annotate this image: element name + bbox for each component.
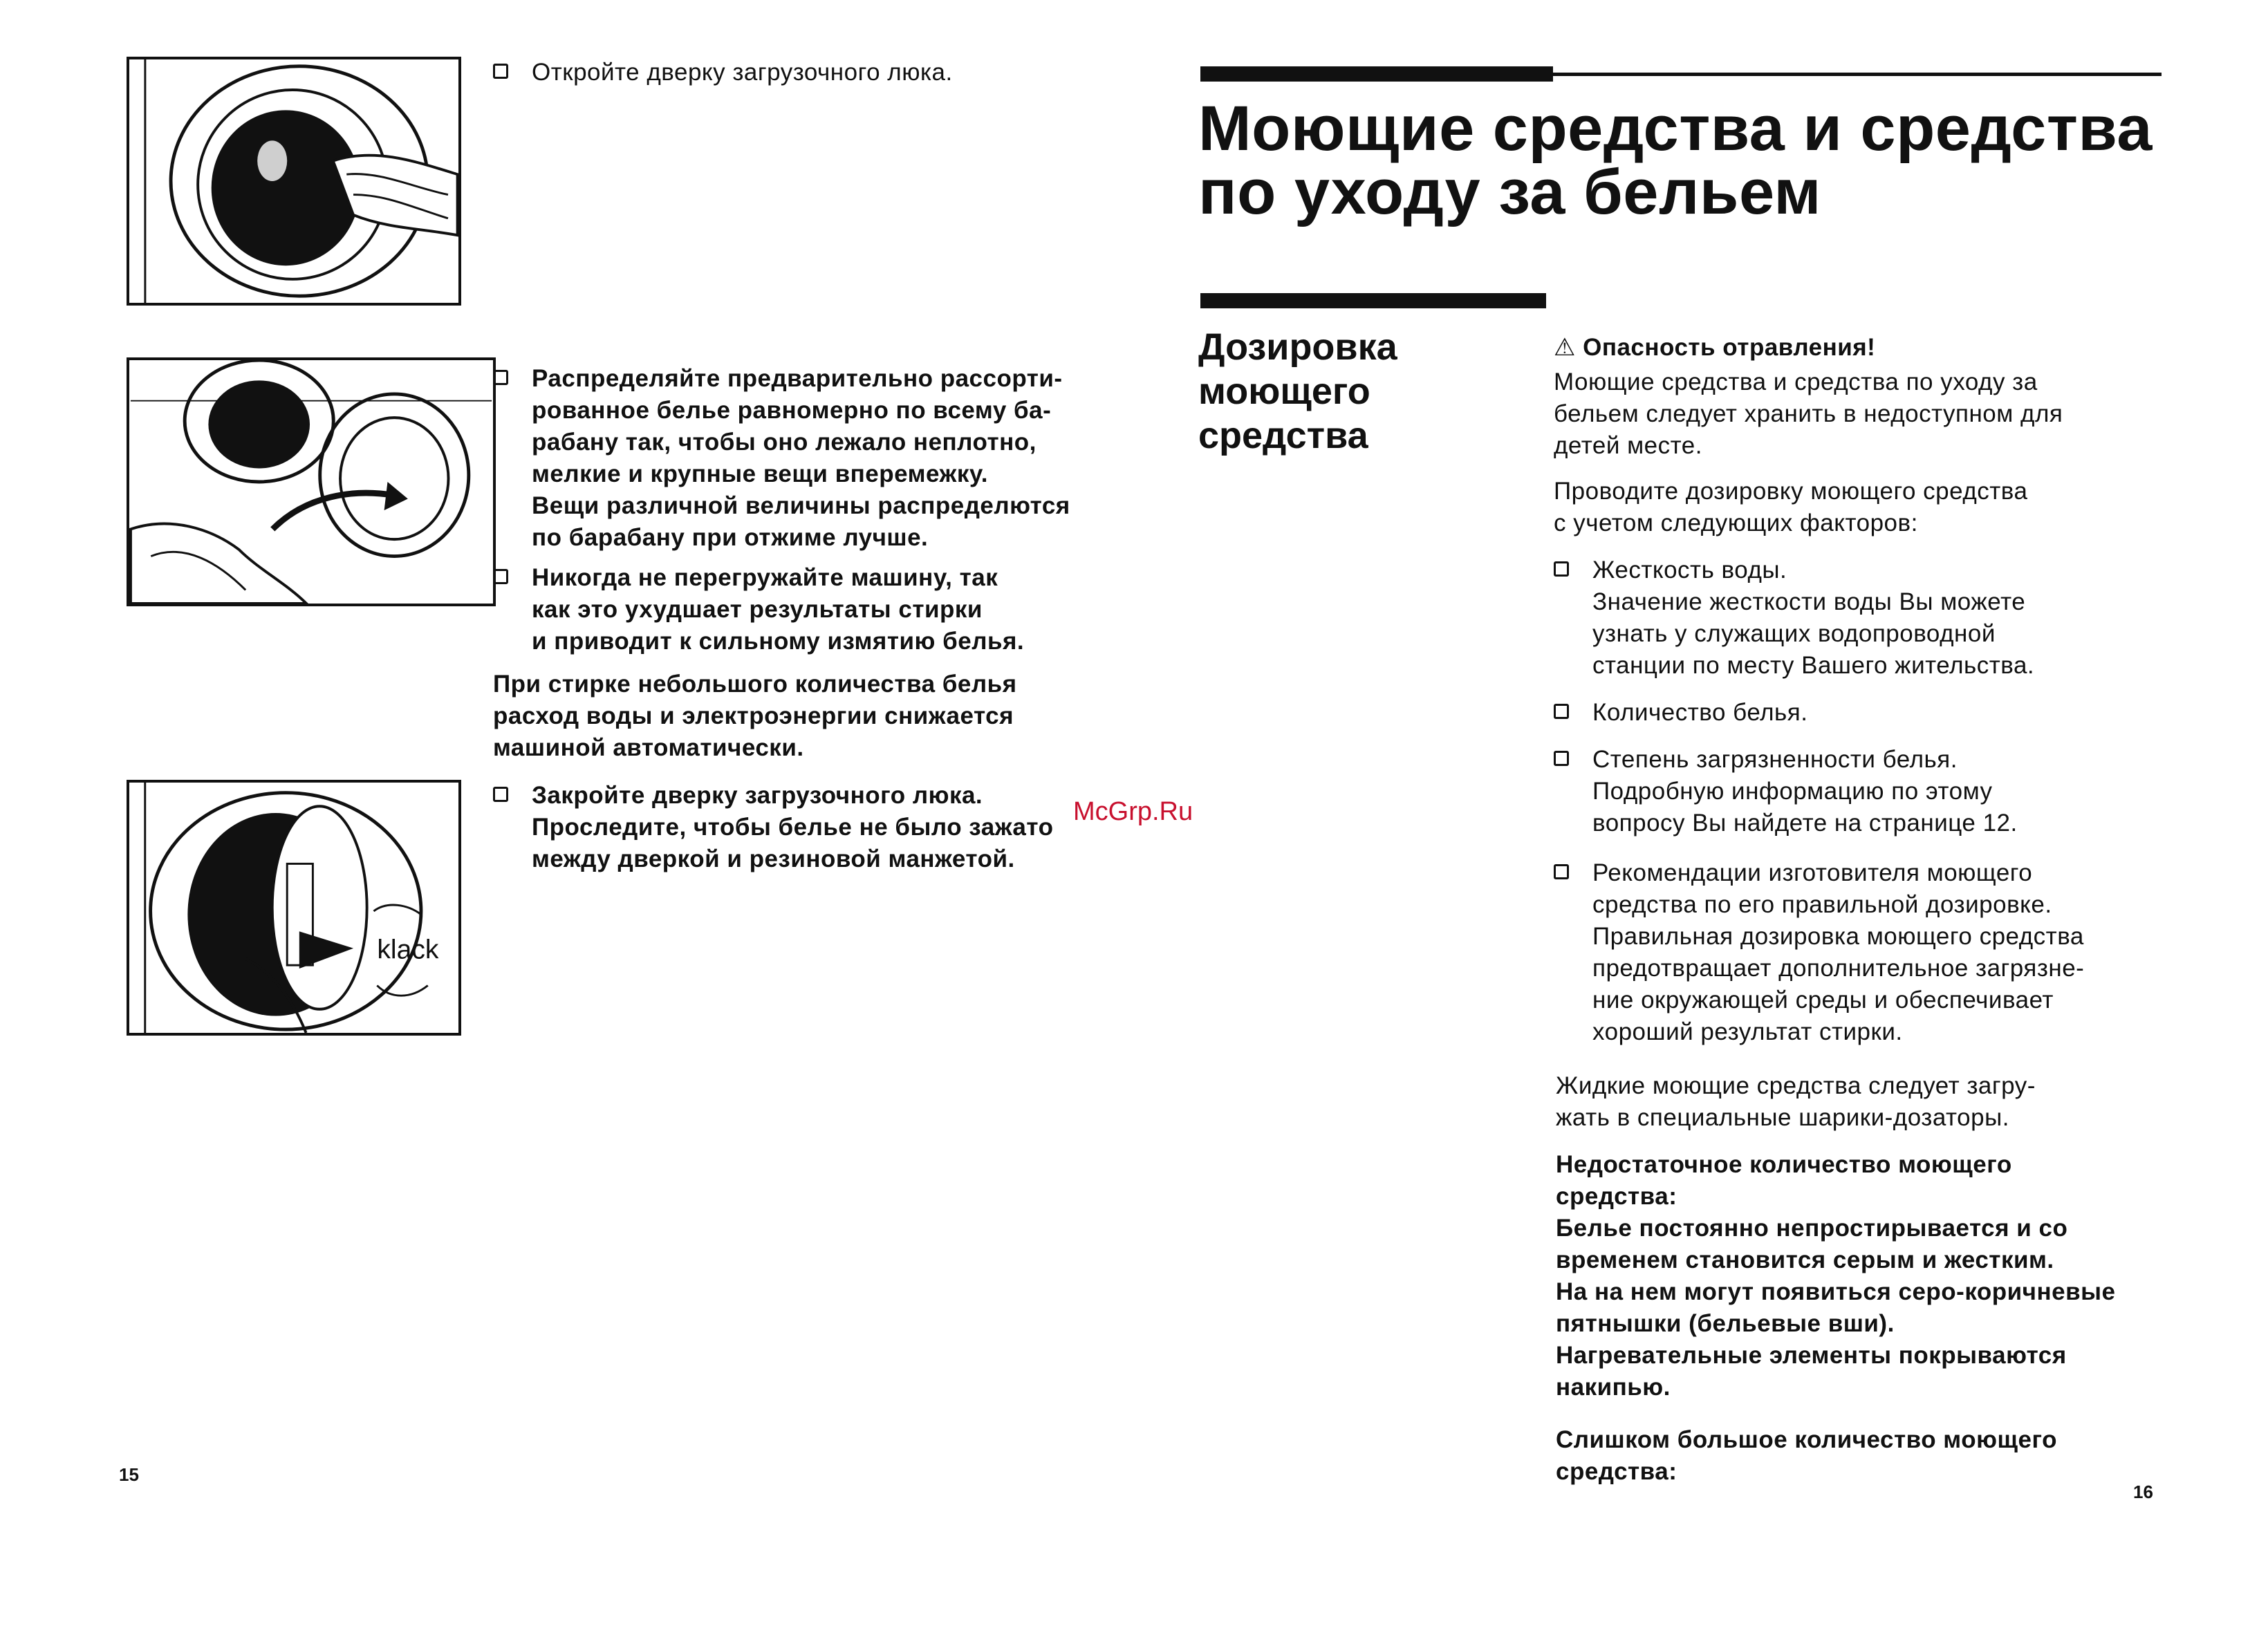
- illustration-close-door: [127, 780, 461, 1036]
- page-number-left: 15: [119, 1464, 139, 1485]
- klack-label: klack: [377, 935, 439, 965]
- illustration-load-laundry: [127, 357, 496, 606]
- section-heading: Дозировка моющего средства: [1198, 326, 1397, 456]
- title-rule-thin: [1553, 73, 2162, 76]
- checkbox-square: [493, 569, 508, 584]
- liquid-detergent-note: Жидкие моющие средства следует загру- жать в специальные шарики-дозаторы.: [1556, 1072, 2036, 1131]
- title-rule-thick: [1200, 66, 1553, 82]
- checkbox-square: [1554, 751, 1569, 766]
- washer-door-close-drawing: [129, 783, 458, 1033]
- checkbox-square: [1554, 704, 1569, 719]
- checkbox-square: [493, 64, 508, 79]
- checkbox-square: [493, 787, 508, 802]
- washer-loading-drawing: [129, 360, 493, 604]
- checkbox-square: [493, 370, 508, 385]
- insufficient-text: Белье постоянно непростирывается и со временем становится серым и жестким. На на нем могут появиться серо-коричневые пятнышки (бельевые вши). Нагревательные элементы покрываются накипью.: [1556, 1215, 2116, 1401]
- washer-door-open-drawing: [129, 59, 458, 303]
- warning-title: ⚠ Опасность отравления!: [1554, 334, 1876, 361]
- warning-text: Моющие средства и средства по уходу за бельем следует хранить в недоступном для детей месте.: [1554, 368, 2063, 459]
- page-number-right: 16: [2133, 1482, 2153, 1502]
- excess-heading: Слишком большое количество моющего средства:: [1556, 1426, 2057, 1485]
- checkbox-square: [1554, 864, 1569, 879]
- page-title: Моющие средства и средства по уходу за бельем: [1198, 93, 2153, 227]
- insufficient-heading: Недостаточное количество моющего средства:: [1556, 1151, 2012, 1210]
- small-load-note: При стирке небольшого количества белья расход воды и электроэнергии снижается машиной автоматически.: [493, 671, 1017, 761]
- watermark: McGrp.Ru: [1073, 797, 1193, 826]
- illustration-open-door: [127, 57, 461, 306]
- checkbox-square: [1554, 561, 1569, 577]
- section-rule: [1200, 293, 1546, 308]
- intro-text: Проводите дозировку моющего средства с учетом следующих факторов:: [1554, 478, 2028, 536]
